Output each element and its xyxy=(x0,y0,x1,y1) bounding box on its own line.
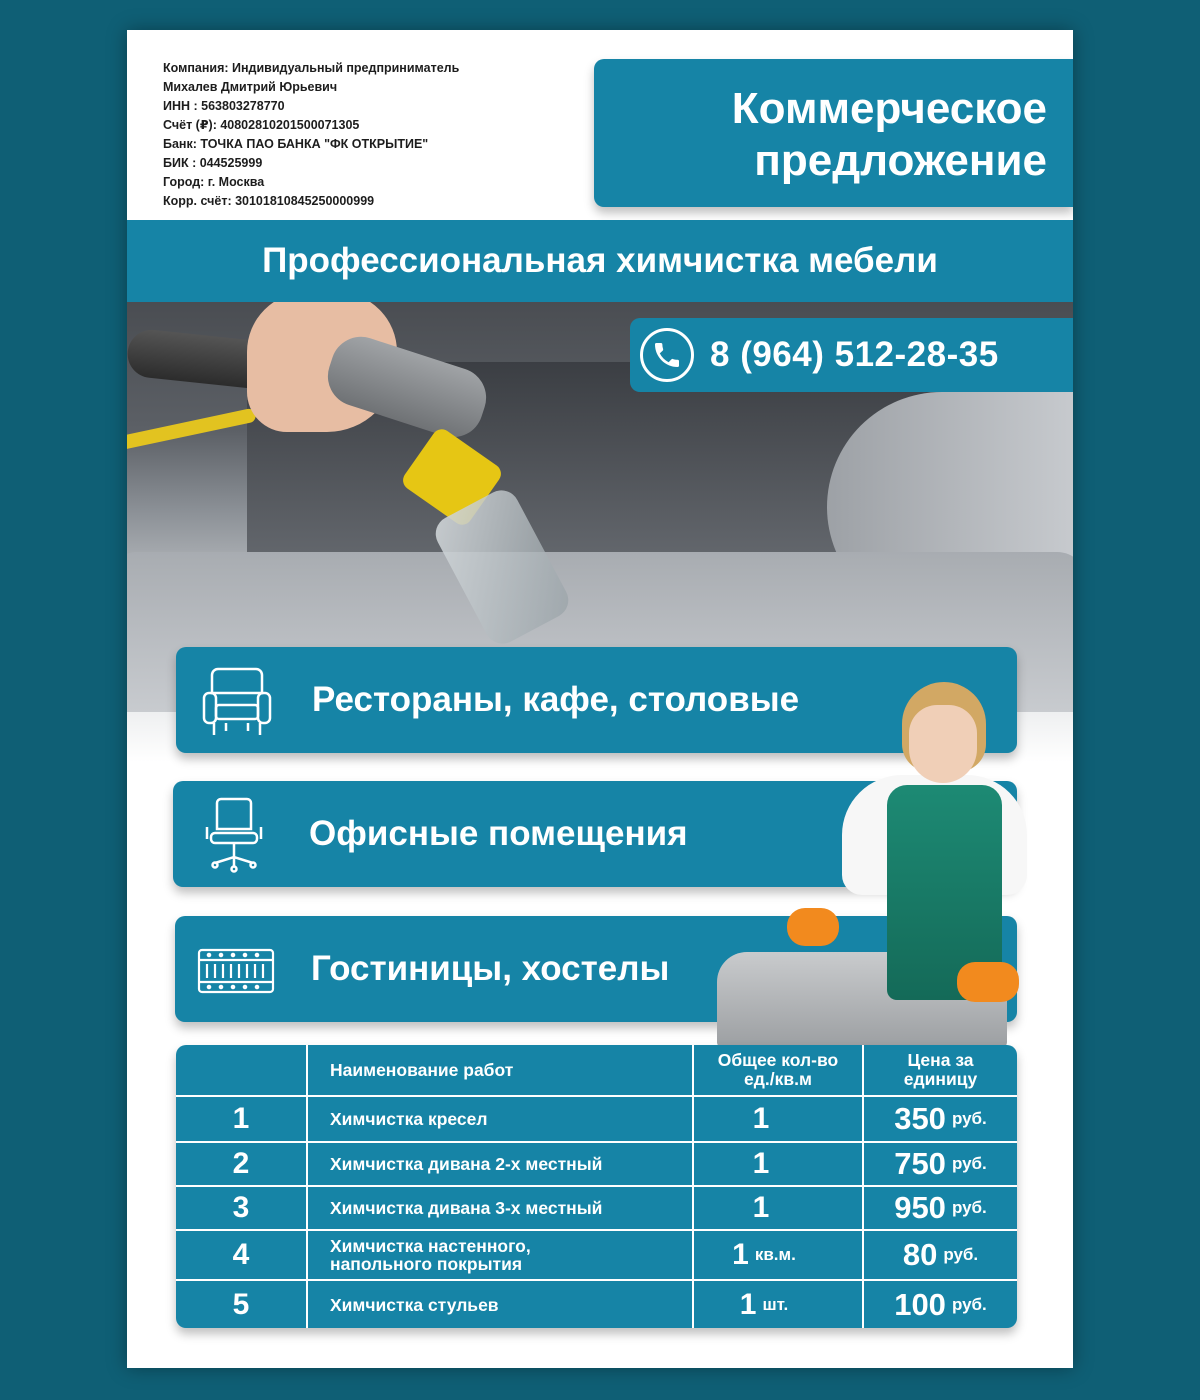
company-line: БИК : 044525999 xyxy=(163,156,263,170)
row-currency: руб. xyxy=(951,1294,987,1314)
row-currency: руб. xyxy=(951,1154,987,1173)
page-title xyxy=(594,59,1073,207)
table-row xyxy=(176,1279,1017,1328)
table-row xyxy=(176,1095,1017,1141)
row-qty xyxy=(694,1231,834,1279)
row-qty xyxy=(694,1143,834,1185)
row-unit: шт. xyxy=(762,1294,789,1314)
category-label: Офисные помещения xyxy=(309,814,688,853)
header-qty-line2: ед./кв.м xyxy=(744,1069,812,1089)
row-qty-value: 1 xyxy=(739,1287,757,1321)
table-header xyxy=(176,1045,1017,1095)
worker-face xyxy=(909,705,977,783)
row-price xyxy=(864,1097,1017,1141)
category-label: Рестораны, кафе, столовые xyxy=(312,680,800,719)
row-currency: руб. xyxy=(951,1198,987,1217)
header-price-line1: Цена за xyxy=(907,1050,974,1070)
cable xyxy=(127,408,257,451)
worker-glove xyxy=(957,962,1019,1002)
mattress-icon xyxy=(195,928,277,1010)
armchair-icon xyxy=(196,659,278,741)
row-qty-value: 1 xyxy=(752,1191,770,1224)
worker-illustration xyxy=(767,680,1067,1050)
table-row xyxy=(176,1141,1017,1185)
phone-icon xyxy=(640,328,694,382)
row-number: 2 xyxy=(232,1147,250,1180)
row-qty xyxy=(694,1281,834,1328)
row-name: Химчистка дивана 3-х местный xyxy=(330,1198,603,1218)
row-name: Химчистка кресел xyxy=(330,1109,488,1129)
row-number: 4 xyxy=(232,1238,250,1271)
row-name-line2: напольного покрытия xyxy=(330,1254,523,1274)
row-price-value: 950 xyxy=(894,1190,946,1225)
title-line-2: предложение xyxy=(754,136,1047,185)
row-currency: руб. xyxy=(951,1109,987,1128)
phone-box[interactable] xyxy=(630,318,1073,392)
row-price xyxy=(864,1231,1017,1279)
company-line: Корр. счёт: 30101810845250000999 xyxy=(163,194,375,208)
row-price-value: 100 xyxy=(894,1286,946,1322)
row-price-value: 350 xyxy=(894,1101,946,1136)
company-line: Михалев Дмитрий Юрьевич xyxy=(163,80,338,94)
office-chair-icon xyxy=(193,793,275,875)
company-line: ИНН : 563803278770 xyxy=(163,99,285,113)
company-line: Компания: Индивидуальный предприниматель xyxy=(163,61,460,75)
row-qty-value: 1 xyxy=(732,1238,749,1271)
row-qty xyxy=(694,1187,834,1229)
header-price-line2: единицу xyxy=(903,1069,978,1089)
company-line: Город: г. Москва xyxy=(163,175,265,189)
row-qty-value: 1 xyxy=(752,1102,770,1135)
row-name-line1: Химчистка настенного, xyxy=(330,1236,531,1256)
row-name: Химчистка дивана 2-х местный xyxy=(330,1154,603,1174)
company-details xyxy=(163,59,603,211)
row-number: 3 xyxy=(232,1191,250,1224)
row-number: 5 xyxy=(232,1287,250,1321)
row-name: Химчистка стульев xyxy=(330,1294,499,1315)
table-row xyxy=(176,1229,1017,1279)
price-table xyxy=(176,1045,1017,1328)
service-banner: Профессиональная химчистка мебели xyxy=(127,220,1073,302)
header-price xyxy=(864,1045,1017,1095)
row-price xyxy=(864,1187,1017,1229)
header-name: Наименование работ xyxy=(330,1060,514,1080)
row-currency: руб. xyxy=(943,1245,979,1264)
offer-sheet xyxy=(127,30,1073,1368)
worker-glove xyxy=(787,908,839,946)
title-line-1: Коммерческое xyxy=(731,84,1047,133)
row-number: 1 xyxy=(232,1102,250,1135)
row-name xyxy=(330,1231,680,1279)
row-price-value: 750 xyxy=(894,1146,946,1181)
header-qty-line1: Общее кол-во xyxy=(717,1050,839,1070)
row-price xyxy=(864,1281,1017,1328)
company-line: Банк: ТОЧКА ПАО БАНКА "ФК ОТКРЫТИЕ" xyxy=(163,137,429,151)
row-unit: кв.м. xyxy=(754,1245,796,1264)
header-qty xyxy=(694,1045,862,1095)
category-label: Гостиницы, хостелы xyxy=(311,949,670,988)
row-qty-value: 1 xyxy=(752,1147,770,1180)
row-price xyxy=(864,1143,1017,1185)
table-row xyxy=(176,1185,1017,1229)
company-line: Счёт (₽): 40802810201500071305 xyxy=(163,118,360,132)
row-price-value: 80 xyxy=(902,1237,938,1272)
phone-number: 8 (964) 512-28-35 xyxy=(710,335,999,374)
row-qty xyxy=(694,1097,834,1141)
